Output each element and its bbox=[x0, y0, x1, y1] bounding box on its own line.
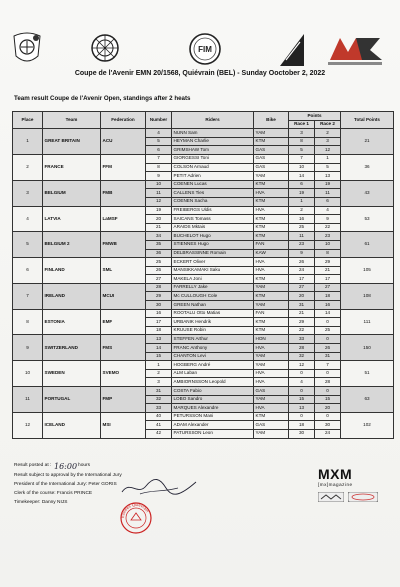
signature bbox=[120, 476, 200, 503]
cell-race2: 4 bbox=[315, 206, 341, 215]
timekeeper: Timekeeper: Danny NIJS bbox=[14, 500, 68, 505]
cell-rider: MANSIKKAMAKI Saku bbox=[172, 266, 254, 275]
cell-rider: COENEN Sacha bbox=[172, 197, 254, 206]
cell-team: ESTONIA bbox=[43, 309, 101, 335]
cell-race2: 0 bbox=[315, 412, 341, 421]
cell-race1: 14 bbox=[289, 172, 315, 181]
table-row bbox=[13, 206, 394, 215]
cell-total: 36 bbox=[341, 154, 394, 180]
cell-race1: 33 bbox=[289, 335, 315, 344]
posted-line bbox=[14, 463, 90, 468]
cell-race1: 4 bbox=[289, 378, 315, 387]
cell-race1: 24 bbox=[289, 266, 315, 275]
cell-rider: COSTA Fabio bbox=[172, 387, 254, 396]
cell-rider: ADAM Alexander bbox=[172, 421, 254, 430]
cell-race1: 16 bbox=[289, 215, 315, 224]
table-row bbox=[13, 180, 394, 189]
cell-bike: KTM bbox=[254, 232, 289, 241]
cell-number: 27 bbox=[146, 275, 172, 284]
cell-number: 13 bbox=[146, 335, 172, 344]
jury-president: President of the International Jury: Peter GORIS bbox=[14, 482, 117, 487]
cell-number: 35 bbox=[146, 240, 172, 249]
cell-bike: YAM bbox=[254, 352, 289, 361]
cell-race1: 29 bbox=[289, 318, 315, 327]
cell-federation: ACU bbox=[101, 129, 146, 155]
cell-bike: GAS bbox=[254, 154, 289, 163]
cell-race2: 5 bbox=[315, 163, 341, 172]
cell-place: 7 bbox=[13, 283, 43, 309]
ufolep-logo bbox=[278, 30, 306, 68]
cell-bike: HON bbox=[254, 335, 289, 344]
cell-rider: AMBIORNSSON Leopold bbox=[172, 378, 254, 387]
cell-place: 4 bbox=[13, 206, 43, 232]
cell-rider: PATURSSON Leon bbox=[172, 429, 254, 438]
table-row bbox=[13, 129, 394, 138]
cell-total: 63 bbox=[341, 387, 394, 413]
cell-rider: ALM Laban bbox=[172, 369, 254, 378]
table-row bbox=[13, 258, 394, 267]
cell-rider: BUCHELOT Hugo bbox=[172, 232, 254, 241]
cell-number: 15 bbox=[146, 352, 172, 361]
table-row bbox=[13, 361, 394, 370]
cell-bike: KTM bbox=[254, 180, 289, 189]
cell-number: 11 bbox=[146, 189, 172, 198]
cell-race2: 17 bbox=[315, 275, 341, 284]
cell-bike: KTM bbox=[254, 197, 289, 206]
col-header-points: Points bbox=[289, 112, 341, 121]
mx-logo bbox=[326, 30, 384, 68]
col-header-race1: Race 1 bbox=[289, 120, 315, 129]
cell-place: 10 bbox=[13, 361, 43, 387]
cell-rider: COENEN Lucas bbox=[172, 180, 254, 189]
cell-race1: 5 bbox=[289, 146, 315, 155]
cell-race1: 2 bbox=[289, 206, 315, 215]
cell-number: 10 bbox=[146, 180, 172, 189]
cell-total: 61 bbox=[341, 232, 394, 258]
cell-race1: 17 bbox=[289, 275, 315, 284]
col-header-riders: Riders bbox=[172, 112, 254, 129]
cell-total: 150 bbox=[341, 335, 394, 361]
cell-number: 20 bbox=[146, 215, 172, 224]
cell-bike: GAS bbox=[254, 421, 289, 430]
cell-rider: NUNN Sam bbox=[172, 129, 254, 138]
table-row bbox=[13, 232, 394, 241]
cell-rider: FRANC Anthony bbox=[172, 344, 254, 353]
cell-rider: FARRELLY Jake bbox=[172, 283, 254, 292]
cell-place: 12 bbox=[13, 412, 43, 438]
cell-bike: KTM bbox=[254, 223, 289, 232]
cell-race1: 30 bbox=[289, 429, 315, 438]
cell-race2: 19 bbox=[315, 180, 341, 189]
cell-race2: 29 bbox=[315, 258, 341, 267]
cell-number: 16 bbox=[146, 309, 172, 318]
cell-race1: 27 bbox=[289, 283, 315, 292]
col-header-place: Place bbox=[13, 112, 43, 129]
table-row bbox=[13, 412, 394, 421]
cell-rider: KRUUSE Robin bbox=[172, 326, 254, 335]
cell-number: 21 bbox=[146, 223, 172, 232]
cell-place: 6 bbox=[13, 258, 43, 284]
cell-rider: Mc CULLOUGH Cole bbox=[172, 292, 254, 301]
cell-team: IRELAND bbox=[43, 283, 101, 309]
cell-race2: 11 bbox=[315, 189, 341, 198]
posted-time: 16:00 bbox=[54, 462, 78, 471]
cell-number: 18 bbox=[146, 326, 172, 335]
cell-bike: GAS bbox=[254, 387, 289, 396]
cell-number: 9 bbox=[146, 172, 172, 181]
cell-bike: YAM bbox=[254, 172, 289, 181]
cell-bike: FAN bbox=[254, 309, 289, 318]
cell-race2: 0 bbox=[315, 387, 341, 396]
cell-race2: 28 bbox=[315, 378, 341, 387]
cell-race1: 0 bbox=[289, 369, 315, 378]
cell-rider: CHANTON Levi bbox=[172, 352, 254, 361]
cell-race2: 18 bbox=[315, 292, 341, 301]
cell-race2: 0 bbox=[315, 369, 341, 378]
clerk-of-course: Clerk of the course: Francis PRINCE bbox=[14, 491, 93, 496]
cell-rider: LOBO Sandro bbox=[172, 395, 254, 404]
cell-rider: URBANIK Hendrik bbox=[172, 318, 254, 327]
cell-team: ICELAND bbox=[43, 412, 101, 438]
cell-rider: GREEN Nathan bbox=[172, 301, 254, 310]
cell-total: 111 bbox=[341, 309, 394, 335]
cell-rider: ECKERT Oliver bbox=[172, 258, 254, 267]
col-header-team: Team bbox=[43, 112, 101, 129]
posted-suffix: hours bbox=[78, 463, 91, 468]
cell-bike: YAM bbox=[254, 129, 289, 138]
table-row bbox=[13, 283, 394, 292]
cell-race2: 12 bbox=[315, 146, 341, 155]
cell-number: 29 bbox=[146, 292, 172, 301]
cell-federation: FMP bbox=[101, 387, 146, 413]
cell-rider: DELBRASSINNE Romain bbox=[172, 249, 254, 258]
cell-race2: 30 bbox=[315, 421, 341, 430]
cell-race1: 11 bbox=[289, 232, 315, 241]
cell-federation: FMS bbox=[101, 335, 146, 361]
cell-bike: KAW bbox=[254, 249, 289, 258]
cell-bike: KTM bbox=[254, 318, 289, 327]
cell-race1: 20 bbox=[289, 292, 315, 301]
cell-race1: 23 bbox=[289, 240, 315, 249]
cell-bike: KTM bbox=[254, 215, 289, 224]
cell-race2: 1 bbox=[315, 154, 341, 163]
cell-team: BELGIUM bbox=[43, 180, 101, 206]
cell-number: 3 bbox=[146, 378, 172, 387]
cell-number: 32 bbox=[146, 395, 172, 404]
cell-race2: 24 bbox=[315, 429, 341, 438]
cell-race2: 14 bbox=[315, 309, 341, 318]
cell-race2: 27 bbox=[315, 283, 341, 292]
col-header-federation: Federation bbox=[101, 112, 146, 129]
cell-federation: SVEMO bbox=[101, 361, 146, 387]
cell-rider: MAKELA Joni bbox=[172, 275, 254, 284]
cell-bike: HVA bbox=[254, 189, 289, 198]
cell-race1: 6 bbox=[289, 180, 315, 189]
cell-race1: 8 bbox=[289, 137, 315, 146]
cell-rider: ARAIDS Mktais bbox=[172, 223, 254, 232]
page-subtitle: Team result Coupe de l'Avenir Open, standings after 2 heats bbox=[14, 95, 191, 102]
cell-bike: YAM bbox=[254, 429, 289, 438]
cell-race1: 15 bbox=[289, 395, 315, 404]
table-row bbox=[13, 335, 394, 344]
cell-race1: 31 bbox=[289, 301, 315, 310]
sponsor-logo-a bbox=[318, 489, 344, 507]
cell-team: SWITZERLAND bbox=[43, 335, 101, 361]
cell-bike: HVA bbox=[254, 344, 289, 353]
cell-bike: HVA bbox=[254, 378, 289, 387]
cell-total: 51 bbox=[341, 361, 394, 387]
cell-race2: 16 bbox=[315, 301, 341, 310]
cell-race1: 1 bbox=[289, 197, 315, 206]
results-table bbox=[12, 111, 394, 439]
cell-number: 8 bbox=[146, 163, 172, 172]
cell-team: LATVIA bbox=[43, 206, 101, 232]
cell-place: 8 bbox=[13, 309, 43, 335]
approval-text: Result subject to approval by the International Jury bbox=[14, 473, 122, 478]
page-title: Coupe de l'Avenir EMN 20/1568, Quiévrain (BEL) - Sunday Ooctober 2, 2022 bbox=[74, 70, 326, 77]
cell-race2: 6 bbox=[315, 197, 341, 206]
cell-race2: 15 bbox=[315, 395, 341, 404]
sponsor-logo-b bbox=[348, 489, 378, 507]
cell-place: 2 bbox=[13, 154, 43, 180]
cell-race2: 23 bbox=[315, 232, 341, 241]
cell-rider: HOGBERG André bbox=[172, 361, 254, 370]
cell-race1: 18 bbox=[289, 421, 315, 430]
cell-race1: 28 bbox=[289, 344, 315, 353]
col-header-bike: Bike bbox=[254, 112, 289, 129]
cell-bike: YAM bbox=[254, 395, 289, 404]
cell-place: 1 bbox=[13, 129, 43, 155]
cell-race1: 3 bbox=[289, 129, 315, 138]
cell-race2: 22 bbox=[315, 223, 341, 232]
cell-rider: SAICANS Tomass bbox=[172, 215, 254, 224]
cell-number: 19 bbox=[146, 206, 172, 215]
cell-race2: 0 bbox=[315, 335, 341, 344]
cell-number: 42 bbox=[146, 429, 172, 438]
cell-race1: 25 bbox=[289, 223, 315, 232]
col-header-race2: Race 2 bbox=[315, 120, 341, 129]
cell-team: BELGIUM 2 bbox=[43, 232, 101, 258]
cell-race1: 26 bbox=[289, 258, 315, 267]
cell-race2: 26 bbox=[315, 344, 341, 353]
cell-race2: 31 bbox=[315, 352, 341, 361]
cell-number: 12 bbox=[146, 197, 172, 206]
cell-bike: KTM bbox=[254, 412, 289, 421]
cell-race1: 10 bbox=[289, 163, 315, 172]
table-header-row bbox=[13, 112, 394, 121]
table-row bbox=[13, 154, 394, 163]
stamp-text: Estrées Quiévrain bbox=[119, 501, 151, 519]
cell-bike: HVA bbox=[254, 206, 289, 215]
club-crest-logo bbox=[10, 30, 44, 68]
cell-total: 21 bbox=[341, 129, 394, 155]
federation-crest-logo bbox=[88, 30, 122, 68]
cell-rider: FREIBERGS Uldis bbox=[172, 206, 254, 215]
cell-federation: FMWB bbox=[101, 232, 146, 258]
cell-bike: HVA bbox=[254, 369, 289, 378]
cell-race2: 3 bbox=[315, 137, 341, 146]
cell-bike: YAM bbox=[254, 283, 289, 292]
svg-text:FIM: FIM bbox=[198, 45, 212, 54]
cell-place: 5 bbox=[13, 232, 43, 258]
cell-number: 36 bbox=[146, 249, 172, 258]
cell-federation: FFM bbox=[101, 154, 146, 180]
cell-rider: CALLENS Ties bbox=[172, 189, 254, 198]
cell-race2: 2 bbox=[315, 129, 341, 138]
cell-race1: 19 bbox=[289, 189, 315, 198]
cell-rider: ROOTALU Otto Matias bbox=[172, 309, 254, 318]
cell-team: FRANCE bbox=[43, 154, 101, 180]
table-row bbox=[13, 309, 394, 318]
cell-number: 40 bbox=[146, 412, 172, 421]
cell-bike: KTM bbox=[254, 137, 289, 146]
cell-place: 3 bbox=[13, 180, 43, 206]
cell-number: 34 bbox=[146, 232, 172, 241]
cell-race2: 25 bbox=[315, 326, 341, 335]
cell-bike: YAM bbox=[254, 361, 289, 370]
col-header-number: Number bbox=[146, 112, 172, 129]
cell-bike: GAS bbox=[254, 163, 289, 172]
cell-number: 31 bbox=[146, 387, 172, 396]
cell-team: SWEDEN bbox=[43, 361, 101, 387]
cell-number: 5 bbox=[146, 137, 172, 146]
cell-team: FINLAND bbox=[43, 258, 101, 284]
cell-number: 25 bbox=[146, 258, 172, 267]
cell-federation: MCUI bbox=[101, 283, 146, 309]
cell-number: 4 bbox=[146, 129, 172, 138]
posted-prefix: Result posted at : bbox=[14, 463, 52, 468]
cell-number: 1 bbox=[146, 361, 172, 370]
cell-race2: 21 bbox=[315, 266, 341, 275]
table-row bbox=[13, 387, 394, 396]
cell-place: 11 bbox=[13, 387, 43, 413]
cell-federation: MSI bbox=[101, 412, 146, 438]
mxm-logo: MXM [mx]magazine bbox=[318, 466, 353, 487]
cell-total: 43 bbox=[341, 180, 394, 206]
cell-bike: KTM bbox=[254, 292, 289, 301]
cell-number: 7 bbox=[146, 154, 172, 163]
cell-bike: GAS bbox=[254, 146, 289, 155]
official-stamp bbox=[118, 500, 154, 541]
cell-total: 105 bbox=[341, 258, 394, 284]
cell-race1: 12 bbox=[289, 361, 315, 370]
cell-bike: HVA bbox=[254, 404, 289, 413]
cell-bike: FAN bbox=[254, 240, 289, 249]
cell-rider: COLSON Arnaud bbox=[172, 163, 254, 172]
cell-federation: SML bbox=[101, 258, 146, 284]
cell-bike: KTM bbox=[254, 326, 289, 335]
cell-rider: STIENNES Hugo bbox=[172, 240, 254, 249]
cell-number: 14 bbox=[146, 344, 172, 353]
cell-race1: 21 bbox=[289, 309, 315, 318]
cell-bike: YAM bbox=[254, 301, 289, 310]
cell-team: PORTUGAL bbox=[43, 387, 101, 413]
cell-race1: 0 bbox=[289, 387, 315, 396]
cell-rider: MARQUES Alexandre bbox=[172, 404, 254, 413]
cell-race1: 13 bbox=[289, 404, 315, 413]
cell-total: 53 bbox=[341, 206, 394, 232]
cell-race2: 20 bbox=[315, 404, 341, 413]
cell-race1: 22 bbox=[289, 326, 315, 335]
cell-number: 17 bbox=[146, 318, 172, 327]
cell-number: 30 bbox=[146, 301, 172, 310]
cell-total: 102 bbox=[341, 412, 394, 438]
cell-place: 9 bbox=[13, 335, 43, 361]
cell-number: 41 bbox=[146, 421, 172, 430]
cell-rider: GIORGESSI Toni bbox=[172, 154, 254, 163]
cell-bike: HVA bbox=[254, 266, 289, 275]
results-body bbox=[13, 129, 394, 438]
cell-race1: 0 bbox=[289, 412, 315, 421]
cell-race1: 32 bbox=[289, 352, 315, 361]
cell-rider: HEYMAN Charlie bbox=[172, 137, 254, 146]
fim-logo bbox=[185, 30, 225, 68]
cell-number: 26 bbox=[146, 266, 172, 275]
cell-bike: KTM bbox=[254, 275, 289, 284]
cell-federation: EMF bbox=[101, 309, 146, 335]
cell-race2: 8 bbox=[315, 249, 341, 258]
cell-rider: GRIMSHAW Tom bbox=[172, 146, 254, 155]
cell-number: 28 bbox=[146, 283, 172, 292]
cell-race2: 9 bbox=[315, 215, 341, 224]
cell-team: GREAT BRITAIN bbox=[43, 129, 101, 155]
cell-race2: 13 bbox=[315, 172, 341, 181]
cell-number: 2 bbox=[146, 369, 172, 378]
cell-federation: LaMSF bbox=[101, 206, 146, 232]
cell-total: 108 bbox=[341, 283, 394, 309]
col-header-total: Total Points bbox=[341, 112, 394, 129]
cell-race1: 9 bbox=[289, 249, 315, 258]
cell-race2: 10 bbox=[315, 240, 341, 249]
cell-number: 33 bbox=[146, 404, 172, 413]
cell-federation: FMB bbox=[101, 180, 146, 206]
cell-race2: 7 bbox=[315, 361, 341, 370]
cell-number: 6 bbox=[146, 146, 172, 155]
cell-rider: STEFFEN Arthur bbox=[172, 335, 254, 344]
cell-bike: HVA bbox=[254, 258, 289, 267]
cell-race1: 7 bbox=[289, 154, 315, 163]
cell-rider: PETIT Adrien bbox=[172, 172, 254, 181]
cell-rider: PETURSSON Mani bbox=[172, 412, 254, 421]
cell-race2: 0 bbox=[315, 318, 341, 327]
